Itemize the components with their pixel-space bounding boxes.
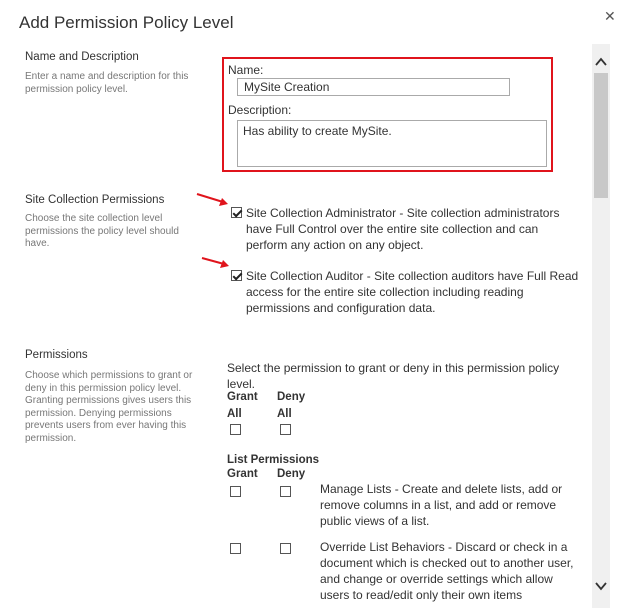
name-section-description: Enter a name and description for this permission policy level. [25,71,189,95]
chevron-up-icon[interactable] [592,54,610,70]
site-collection-auditor-text: Site Collection Auditor - Site collection auditors have Full Read access for the entire site collection including reading permissions and configuration data. [246,269,579,315]
grant-all-label: Grant [227,391,258,403]
red-arrow-icon [196,192,230,208]
permissions-section-title: Permissions [25,349,88,361]
override-list-behaviors-deny-checkbox[interactable] [280,543,291,554]
grant-all-label-2: All [227,408,242,420]
permissions-intro: Select the permission to grant or deny in this permission policy level. [227,361,560,391]
permissions-section-description: Choose which permissions to grant or deny in this permission policy level. Granting permissions gives users this permission. Denying permissions prevents users from ever having this permission. [25,370,193,444]
deny-all-label: Deny [277,391,306,403]
deny-column-label: Deny [277,468,306,480]
site-collection-section-title: Site Collection Permissions [25,194,165,206]
description-field[interactable] [237,120,547,167]
scrollbar-thumb[interactable] [594,73,608,198]
site-collection-admin-checkbox[interactable] [231,207,242,218]
manage-lists-text: Manage Lists - Create and delete lists, add or remove columns in a list, and add or remove public views of a list. [320,482,563,528]
list-permissions-title: List Permissions [227,454,320,466]
site-collection-auditor-checkbox[interactable] [231,270,242,281]
name-field[interactable] [237,78,510,96]
override-list-behaviors-text: Override List Behaviors - Discard or check in a document which is checked out to another user, and change or override settings which allow users to read/edit only their own items [320,540,574,602]
red-arrow-icon [201,256,231,270]
close-icon[interactable]: ✕ [604,8,616,24]
name-label: Name: [228,63,264,77]
deny-all-checkbox[interactable] [280,424,291,435]
chevron-down-icon[interactable] [592,578,610,594]
site-collection-section-description: Choose the site collection level permissions the policy level should have. [25,213,179,249]
name-section-title: Name and Description [25,51,139,63]
deny-all-label-2: All [277,408,292,420]
grant-column-label: Grant [227,468,258,480]
manage-lists-deny-checkbox[interactable] [280,486,291,497]
manage-lists-grant-checkbox[interactable] [230,486,241,497]
site-collection-admin-text: Site Collection Administrator - Site collection administrators have Full Control over the entire site collection and can perform any action on any object. [246,206,560,252]
override-list-behaviors-grant-checkbox[interactable] [230,543,241,554]
dialog-title: Add Permission Policy Level [19,13,234,32]
grant-all-checkbox[interactable] [230,424,241,435]
dialog-content [0,44,592,608]
description-label: Description: [228,103,292,117]
